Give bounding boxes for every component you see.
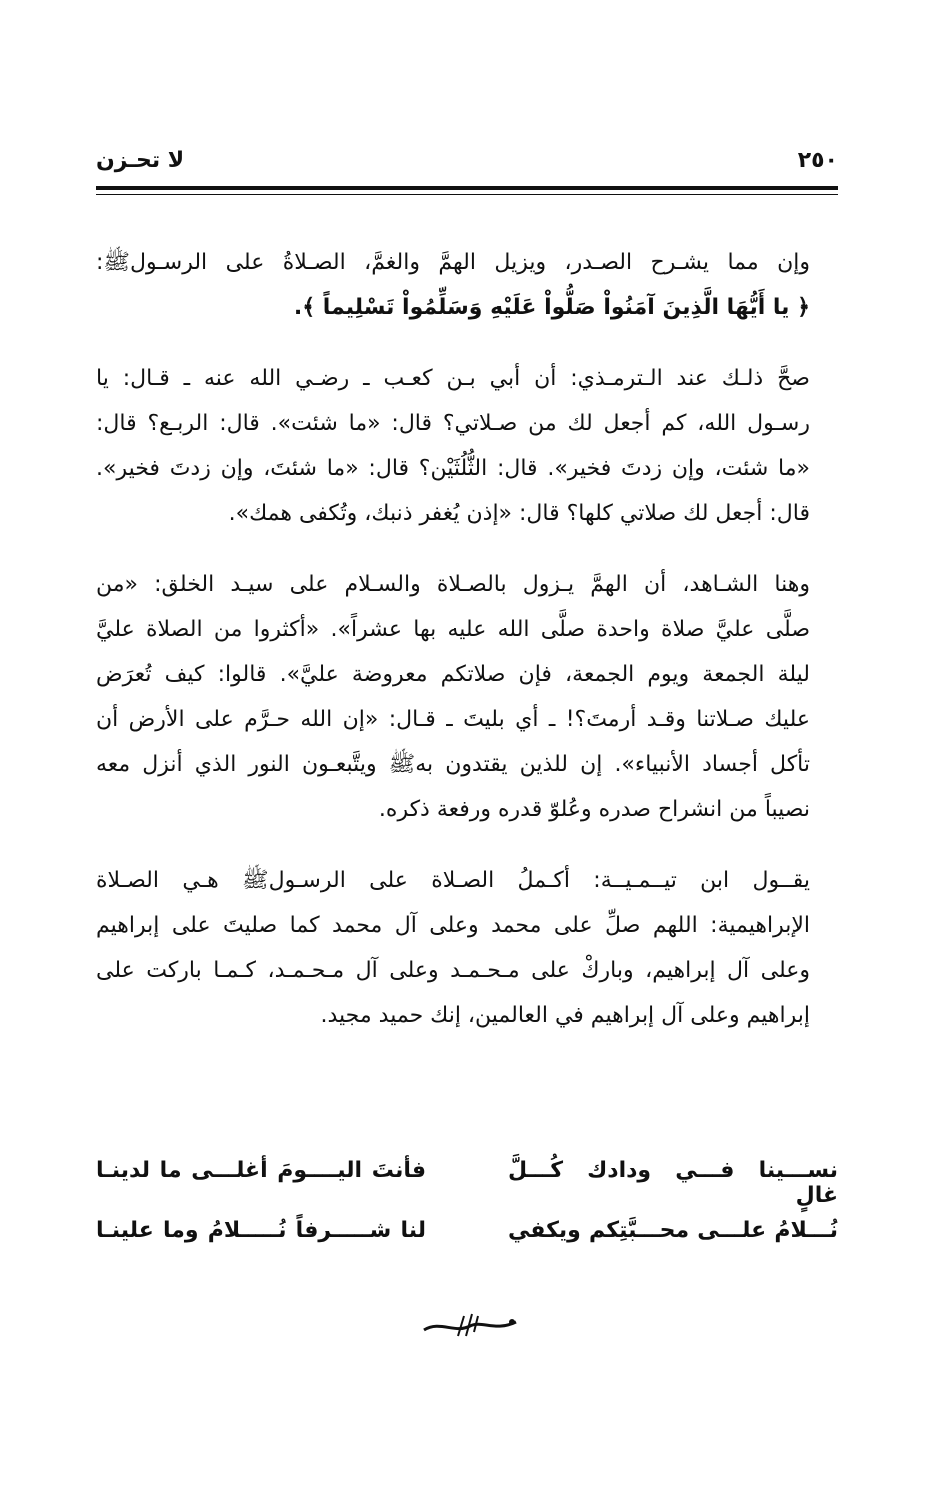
- poem-verse: [96, 1158, 838, 1218]
- paragraph-4: [96, 858, 838, 1038]
- quran-verse-line: ﴿ يا أَيُّهَا الَّذِينَ آمَنُواْ صَلُّواْ عَلَيْهِ وَسَلِّمُواْ تَسْلِيماً ﴾.: [293, 295, 810, 320]
- paragraph-2: [96, 356, 838, 536]
- header-rule-thin: [96, 194, 838, 195]
- text-line: وهنا الشـاهد، أن الهمَّ يـزول بالصـلاة والسـلام على سيـد الخلق: «من: [96, 572, 810, 597]
- paragraph-3: [96, 562, 838, 832]
- text-line: إبراهيم وعلى آل إبراهيم في العالمين، إنك حميد مجيد.: [320, 1003, 810, 1028]
- text-line: رسـول الله، كم أجعل لك من صـلاتي؟ قال: «ما شئت». قال: الربـع؟ قال:: [96, 411, 810, 436]
- first-hemistich: نســـينا فـــي ودادك كُـــلَّ غالٍ: [508, 1158, 838, 1208]
- text-line: الإبراهيمية: اللهم صلِّ على محمد وعلى آل محمد كما صليتَ على إبراهيم: [96, 913, 810, 938]
- text-line: نصيباً من انشراح صدره وعُلوّ قدره ورفعة ذكره.: [378, 797, 810, 822]
- text-line: «ما شئت، وإن زدتَ فخير». قال: الثُّلُثَيْن؟ قال: «ما شئتَ، وإن زدتَ فخير».: [96, 456, 810, 481]
- paragraph-1: [96, 240, 838, 330]
- poem: [96, 1158, 838, 1278]
- text-line: تأكل أجساد الأنبياء». إن للذين يقتدون بهﷺ ويتَّبعـون النور الذي أنزل معه: [96, 752, 810, 777]
- text-line: وعلى آل إبراهيم، وباركْ على مـحـمـد وعلى آل مـحـمـد، كـمـا باركت على: [96, 958, 810, 983]
- text-line: يقــول ابن تيــمـيــة: أكـملُ الصـلاة على الرسـولﷺ هـي الصـلاة: [96, 868, 810, 893]
- text-line: صحَّ ذلـك عند الـترمـذي: أن أبي بـن كعـب ـ رضـي الله عنه ـ قـال: يا: [96, 366, 810, 391]
- second-hemistich: فأنتَ اليــــومَ أغلـــى ما لدينـا: [96, 1158, 426, 1183]
- text-line: وإن مما يشـرح الصـدر، ويزيل الهمَّ والغمَّ، الصـلاةُ على الرسـولﷺ:: [96, 250, 810, 275]
- text-line: عليك صـلاتنا وقـد أرمتَ؟! ـ أي بليتَ ـ قـال: «إن الله حـرَّم على الأرض أن: [96, 707, 810, 732]
- body-text: [96, 240, 838, 1064]
- poem-verse: [96, 1218, 838, 1278]
- page-header: [96, 148, 838, 184]
- second-hemistich: لنا شـــــرفاً نُـــــلامُ وما علينـا: [96, 1218, 426, 1243]
- text-line: صلَّى عليَّ صلاة واحدة صلَّى الله عليه بها عشراً». «أكثروا من الصلاة عليَّ: [96, 617, 810, 642]
- section-end-ornament-icon: [420, 1310, 520, 1340]
- book-title: لا تحـزن: [96, 148, 185, 173]
- page-number: ٢٥٠: [797, 148, 838, 173]
- text-line: قال: أجعل لك صلاتي كلها؟ قال: «إذن يُغفر ذنبك، وتُكفى همك».: [228, 501, 810, 526]
- header-rule-thick: [96, 186, 838, 190]
- text-line: ليلة الجمعة ويوم الجمعة، فإن صلاتكم معروضة عليَّ». قالوا: كيف تُعرَض: [96, 662, 810, 687]
- first-hemistich: نُـــلامُ علـــى محـــبَّتِكم ويكفي: [508, 1218, 838, 1243]
